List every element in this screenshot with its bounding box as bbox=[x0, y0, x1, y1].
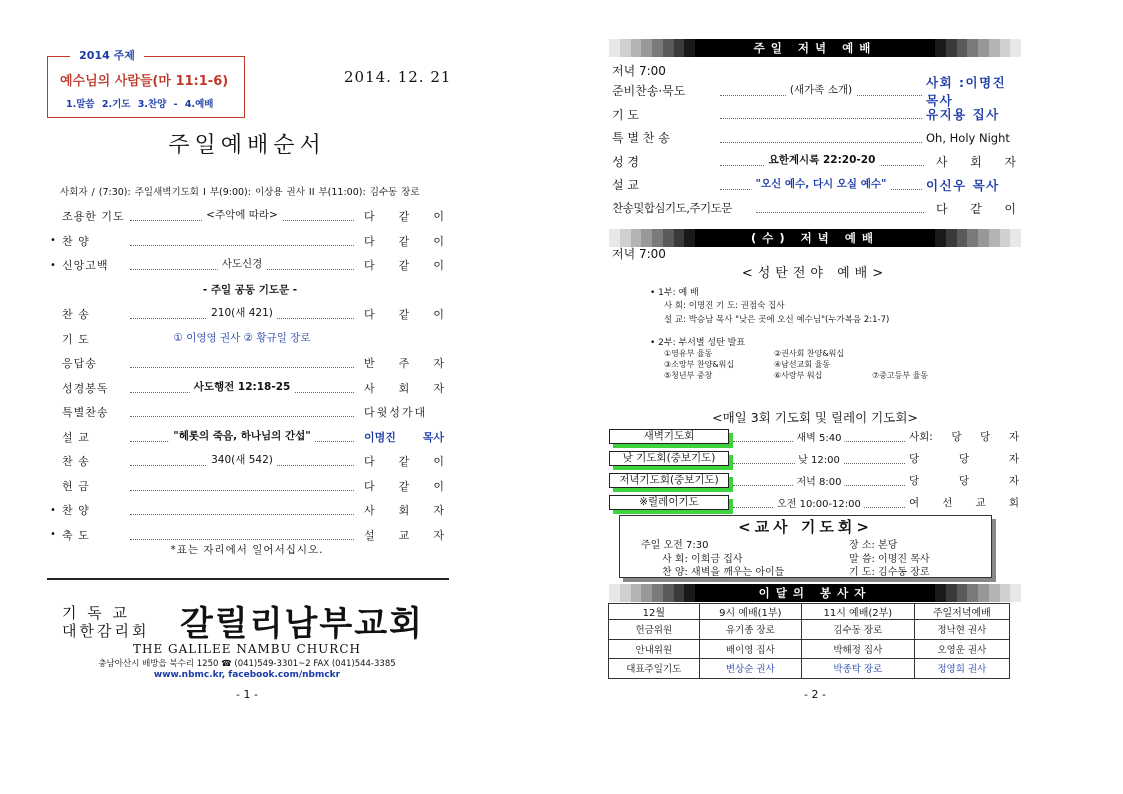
bulletin-date: 2014. 12. 21 bbox=[344, 68, 452, 86]
person-char: 이 bbox=[433, 210, 444, 224]
order-item-detail: <주악에 따라> bbox=[202, 207, 282, 222]
order-item-person bbox=[360, 257, 450, 273]
prayer-person bbox=[909, 473, 1019, 488]
order-bullet: • bbox=[50, 235, 56, 247]
order-row bbox=[50, 302, 450, 327]
theme-tag: 2014 주제 bbox=[70, 49, 144, 63]
divider bbox=[47, 578, 449, 580]
order-leader-line bbox=[130, 379, 354, 393]
part2-item: ②권사회 찬양&워십 bbox=[774, 349, 845, 358]
order-leader-line bbox=[130, 232, 354, 246]
order-item-name: 설 교 bbox=[62, 430, 90, 444]
teacher-prayer-leader: 기 도: 김수동 장로 bbox=[849, 567, 930, 578]
prayer-row bbox=[609, 495, 1019, 510]
person-char: 당 bbox=[980, 431, 991, 443]
person-char: 사회: bbox=[909, 431, 933, 443]
order-row bbox=[50, 474, 450, 499]
order-bullet: • bbox=[50, 504, 56, 516]
prayer-row bbox=[609, 473, 1019, 488]
person-char: 자 bbox=[433, 528, 444, 542]
duty-table-header bbox=[609, 604, 1010, 620]
sunday-item-person bbox=[926, 105, 1020, 123]
church-logo-text: 갈릴리남부교회 bbox=[180, 604, 424, 644]
person-char: 회 bbox=[1008, 497, 1019, 509]
sunday-item-name: 설 교 bbox=[612, 178, 639, 193]
person-char: 다 bbox=[364, 308, 375, 322]
person-text: Oh, Holy Night bbox=[926, 130, 1010, 145]
order-leader-line bbox=[130, 354, 354, 368]
order-leader-line bbox=[130, 305, 354, 319]
person-char: 회 bbox=[398, 504, 410, 518]
page-number-left: - 1 - bbox=[236, 688, 258, 701]
order-item-detail: 사도행전 12:18-25 bbox=[190, 379, 295, 394]
sunday-item-detail: 요한계시록 22:20-20 bbox=[765, 152, 880, 167]
order-row bbox=[50, 400, 450, 425]
prayer-meeting-name: 저녁기도회(중보기도) bbox=[609, 473, 729, 488]
duty-cell: 배이영 집사 bbox=[699, 639, 801, 659]
order-leader-line bbox=[130, 330, 354, 344]
duty-cell: 변상순 권사 bbox=[699, 659, 801, 679]
part1-line-2: 설 교: 박승남 목사 "낮은 곳에 오신 예수님"(누가복음 2:1-7) bbox=[664, 315, 890, 325]
order-item-name: 찬 양 bbox=[62, 504, 90, 518]
person-char: 다 bbox=[364, 259, 375, 273]
order-item-name: 특별찬송 bbox=[62, 406, 109, 420]
order-item-detail: "헤롯의 죽음, 하나님의 간섭" bbox=[169, 428, 314, 443]
sunday-leader-line bbox=[720, 105, 922, 119]
order-leader-line bbox=[130, 501, 354, 515]
sunday-item-name: 특 별 찬 송 bbox=[612, 131, 670, 146]
person-char: 같 bbox=[398, 259, 410, 273]
church-website-link[interactable]: www.nbmc.kr, facebook.com/nbmckr bbox=[153, 670, 341, 680]
page-number-right: - 2 - bbox=[804, 688, 826, 701]
order-leader-line bbox=[130, 403, 354, 417]
order-item-name: 축 도 bbox=[62, 528, 90, 542]
prayer-time: 저녁 8:00 bbox=[794, 473, 845, 488]
person-char: 자 bbox=[1008, 453, 1019, 465]
person-char: 교 bbox=[398, 528, 410, 542]
person-char: 사 bbox=[364, 504, 375, 518]
part2-label: • 2부: 부서별 성탄 발표 bbox=[650, 338, 746, 348]
person-blue: 유지용 집사 bbox=[926, 107, 1000, 123]
prayer-meeting-name: 새벽기도회 bbox=[609, 429, 729, 444]
prayer-time: 오전 10:00-12:00 bbox=[774, 495, 864, 510]
person-text: 다윗성가대 bbox=[364, 406, 428, 420]
prayer-leader-line bbox=[733, 452, 905, 464]
person-char: 다 bbox=[364, 234, 375, 248]
duty-header-cell: 9시 예배(1부) bbox=[699, 604, 801, 620]
person-char: 교 bbox=[975, 497, 986, 509]
order-item-detail: ① 이영영 권사 ② 황규일 장로 bbox=[170, 330, 315, 345]
prayer-leader-line bbox=[733, 496, 905, 508]
sunday-order-row bbox=[612, 126, 1020, 150]
duty-row bbox=[609, 659, 1010, 679]
person-char: 사 bbox=[936, 154, 948, 169]
order-row bbox=[50, 351, 450, 376]
order-item-person bbox=[360, 527, 450, 543]
order-item-name: 신앙고백 bbox=[62, 259, 109, 273]
teacher-praise: 찬 양: 새벽을 깨우는 아이들 bbox=[662, 567, 785, 578]
standing-note: *표는 자리에서 일어서십시오. bbox=[170, 544, 324, 556]
part2-item: ①영유부 율동 bbox=[664, 349, 713, 358]
person-char: 당 bbox=[958, 453, 970, 465]
sunday-item-detail: (새가족 소개) bbox=[786, 82, 856, 97]
order-item-name: 찬 송 bbox=[62, 455, 90, 469]
person-char: 같 bbox=[398, 234, 410, 248]
sunday-order-row bbox=[612, 173, 1020, 197]
part2-item: ⑦중고등부 율동 bbox=[872, 371, 929, 380]
prayer-time: 낮 12:00 bbox=[795, 451, 843, 466]
person-blue: 이명진 bbox=[364, 430, 396, 444]
person-char: 이 bbox=[433, 479, 444, 493]
sunday-item-name: 찬송및합심기도,주기도문 bbox=[612, 201, 732, 216]
person-char: 당 bbox=[951, 431, 962, 443]
order-row bbox=[50, 327, 450, 352]
order-row bbox=[50, 376, 450, 401]
order-leader-line bbox=[130, 452, 354, 466]
person-char: 자 bbox=[433, 357, 444, 371]
order-item-detail: 210(새 421) bbox=[207, 305, 277, 320]
theme-title: 예수님의 사람들(마 11:1-6) bbox=[60, 74, 229, 89]
duty-cell: 정낙현 권사 bbox=[914, 620, 1009, 640]
duty-band: 이달의 봉사자 bbox=[609, 584, 1021, 602]
sunday-order-row bbox=[612, 150, 1020, 174]
order-item-person bbox=[360, 453, 450, 469]
person-char: 다 bbox=[936, 201, 948, 216]
prayer-person bbox=[909, 429, 1019, 444]
person-char: 설 bbox=[364, 528, 375, 542]
person-char: 사 bbox=[364, 381, 375, 395]
duty-cell: 오영운 권사 bbox=[914, 639, 1009, 659]
person-char: 같 bbox=[398, 455, 410, 469]
person-char: 자 bbox=[433, 504, 444, 518]
order-row bbox=[50, 204, 450, 229]
order-item-name: 헌 금 bbox=[62, 479, 90, 493]
person-char: 회 bbox=[398, 381, 410, 395]
person-char: 자 bbox=[1008, 475, 1019, 487]
person-char: 자 bbox=[433, 381, 444, 395]
order-item-name: 성경봉독 bbox=[62, 381, 109, 395]
duty-row bbox=[609, 639, 1010, 659]
sunday-order-row bbox=[612, 197, 1020, 221]
sunday-leader-line bbox=[756, 199, 924, 213]
person-char: 이 bbox=[433, 455, 444, 469]
order-row bbox=[50, 498, 450, 523]
duty-header-cell: 주일저녁예배 bbox=[914, 604, 1009, 620]
sunday-leader-line bbox=[720, 152, 924, 166]
duty-cell: 박해정 집사 bbox=[802, 639, 915, 659]
person-char: 당 bbox=[958, 475, 970, 487]
worship-order-list bbox=[50, 204, 450, 547]
duty-table bbox=[608, 603, 1010, 679]
person-char: 다 bbox=[364, 210, 375, 224]
wednesday-evening-band: (수) 저녁 예배 bbox=[609, 229, 1021, 247]
order-item-detail: 사도신경 bbox=[218, 256, 267, 271]
sunday-item-name: 준비찬송·묵도 bbox=[612, 84, 686, 99]
person-char: 당 bbox=[909, 475, 920, 487]
church-address: 충남아산시 배방읍 북수리 1250 ☎ (041)549-3301~2 FAX (041)544-3385 bbox=[98, 659, 396, 669]
part1-label: • 1부: 예 배 bbox=[650, 288, 699, 298]
duty-cell: 안내위원 bbox=[609, 639, 700, 659]
part2-item: ⑤청년부 중창 bbox=[664, 371, 713, 380]
duty-cell: 유기종 장로 bbox=[699, 620, 801, 640]
prayer-heading: <매일 3회 기도회 및 릴레이 기도회> bbox=[712, 410, 918, 425]
person-char: 자 bbox=[1008, 431, 1019, 443]
order-leader-line bbox=[130, 477, 354, 491]
prayer-meeting-name: 낮 기도회(중보기도) bbox=[609, 451, 729, 466]
person-char: 이 bbox=[433, 259, 444, 273]
person-char: 자 bbox=[1004, 154, 1016, 169]
order-bullet: • bbox=[50, 259, 56, 271]
prayer-time: 새벽 5:40 bbox=[794, 429, 845, 444]
person-char: 같 bbox=[970, 201, 982, 216]
order-item-person bbox=[360, 355, 450, 371]
order-row bbox=[50, 229, 450, 254]
sunday-leader-line bbox=[720, 82, 922, 96]
order-item-name: 찬 양 bbox=[62, 234, 90, 248]
order-item-person bbox=[360, 306, 450, 322]
person-blue: 사회 :이명진 목사 bbox=[926, 74, 1007, 108]
duty-header-cell: 12월 bbox=[609, 604, 700, 620]
person-char: 이 bbox=[1004, 201, 1016, 216]
presider-line: 사회자 / (7:30): 주일새벽기도회 I 부(9:00): 이상용 권사 II 부(11:00): 김수동 장로 bbox=[60, 187, 420, 198]
person-char: 같 bbox=[398, 210, 410, 224]
order-row bbox=[50, 253, 450, 278]
order-item-person bbox=[360, 404, 450, 420]
order-row bbox=[50, 449, 450, 474]
sunday-item-detail: "오신 예수, 다시 오실 예수" bbox=[752, 176, 891, 191]
order-item-person bbox=[360, 208, 450, 224]
duty-cell: 헌금위원 bbox=[609, 620, 700, 640]
prayer-leader-line bbox=[733, 430, 905, 442]
part1-line-1: 사 회: 이명진 기 도: 권점숙 집사 bbox=[664, 301, 785, 311]
person-char: 주 bbox=[398, 357, 410, 371]
order-leader-line bbox=[130, 428, 354, 442]
prayer-person bbox=[909, 451, 1019, 466]
order-row bbox=[50, 425, 450, 450]
person-char: 반 bbox=[364, 357, 375, 371]
person-char: 같 bbox=[398, 479, 410, 493]
prayer-row bbox=[609, 451, 1019, 466]
page-title: 주일예배순서 bbox=[168, 133, 326, 158]
order-bullet: • bbox=[50, 529, 56, 541]
sunday-leader-line bbox=[720, 176, 922, 190]
order-leader-line bbox=[130, 207, 354, 221]
order-item-name: 찬 송 bbox=[62, 308, 90, 322]
order-item-person bbox=[360, 502, 450, 518]
theme-subtitle: 1.말씀 2.기도 3.찬양 - 4.예배 bbox=[66, 99, 214, 110]
person-char: 당 bbox=[909, 453, 920, 465]
duty-cell: 김수동 장로 bbox=[802, 620, 915, 640]
sunday-evening-time: 저녁 7:00 bbox=[612, 64, 666, 78]
teacher-prayer-title: <교사 기도회> bbox=[738, 518, 873, 536]
order-item-person bbox=[360, 380, 450, 396]
duty-header-cell: 11시 예배(2부) bbox=[802, 604, 915, 620]
teacher-place: 장 소: 본당 bbox=[849, 540, 898, 551]
sunday-order-row bbox=[612, 74, 1020, 108]
order-item-name: 조용한 기도 bbox=[62, 210, 125, 224]
teacher-time: 주일 오전 7:30 bbox=[641, 540, 709, 551]
prayer-meeting-name: ※릴레이기도 bbox=[609, 495, 729, 510]
order-leader-line bbox=[130, 256, 354, 270]
wednesday-evening-time: 저녁 7:00 bbox=[612, 247, 666, 261]
sunday-leader-line bbox=[720, 129, 922, 143]
order-item-name: 응답송 bbox=[62, 357, 97, 371]
prayer-leader-line bbox=[733, 474, 905, 486]
christmas-eve-title: <성탄전야 예배> bbox=[741, 266, 889, 281]
part2-item: ③소망부 찬양&워십 bbox=[664, 360, 735, 369]
person-char: 다 bbox=[364, 455, 375, 469]
person-blue: 이신우 목사 bbox=[926, 177, 1000, 193]
person-char: 이 bbox=[433, 308, 444, 322]
sunday-item-person bbox=[926, 176, 1020, 194]
person-char: 선 bbox=[942, 497, 953, 509]
sunday-item-name: 성 경 bbox=[612, 154, 639, 169]
prayer-text-heading: - 주일 공동 기도문 - bbox=[202, 283, 298, 296]
order-item-person bbox=[360, 429, 450, 445]
teacher-presider: 사 회: 이희금 집사 bbox=[662, 554, 743, 565]
sunday-item-name: 기 도 bbox=[612, 107, 639, 122]
sunday-evening-band: 주일 저녁 예배 bbox=[609, 39, 1021, 57]
prayer-row bbox=[609, 429, 1019, 444]
church-denomination: 기 독 교 대한감리회 bbox=[62, 604, 150, 640]
sunday-order-row bbox=[612, 103, 1020, 127]
order-item-name: 기 도 bbox=[62, 332, 90, 346]
sunday-item-person bbox=[926, 131, 1020, 145]
part2-item: ⑥사랑부 워십 bbox=[774, 371, 823, 380]
duty-cell: 정영희 권사 bbox=[914, 659, 1009, 679]
person-char: 여 bbox=[909, 497, 920, 509]
order-item-detail: 340(새 542) bbox=[207, 452, 277, 467]
duty-cell: 대표주일기도 bbox=[609, 659, 700, 679]
order-item-person bbox=[360, 233, 450, 249]
order-leader-line bbox=[130, 526, 354, 540]
order-item-person bbox=[360, 478, 450, 494]
prayer-person bbox=[909, 495, 1019, 510]
duty-cell: 박종탁 장로 bbox=[802, 659, 915, 679]
sunday-item-person bbox=[928, 200, 1020, 217]
teacher-preacher: 말 씀: 이명진 목사 bbox=[849, 554, 930, 565]
person-char: 회 bbox=[970, 154, 982, 169]
person-char: 같 bbox=[398, 308, 410, 322]
church-english-name: THE GALILEE NAMBU CHURCH bbox=[133, 642, 361, 656]
person-blue: 목사 bbox=[422, 430, 444, 444]
sunday-item-person bbox=[928, 153, 1020, 170]
person-char: 다 bbox=[364, 479, 375, 493]
duty-row bbox=[609, 620, 1010, 640]
part2-item: ④남선교회 율동 bbox=[774, 360, 831, 369]
person-char: 이 bbox=[433, 234, 444, 248]
